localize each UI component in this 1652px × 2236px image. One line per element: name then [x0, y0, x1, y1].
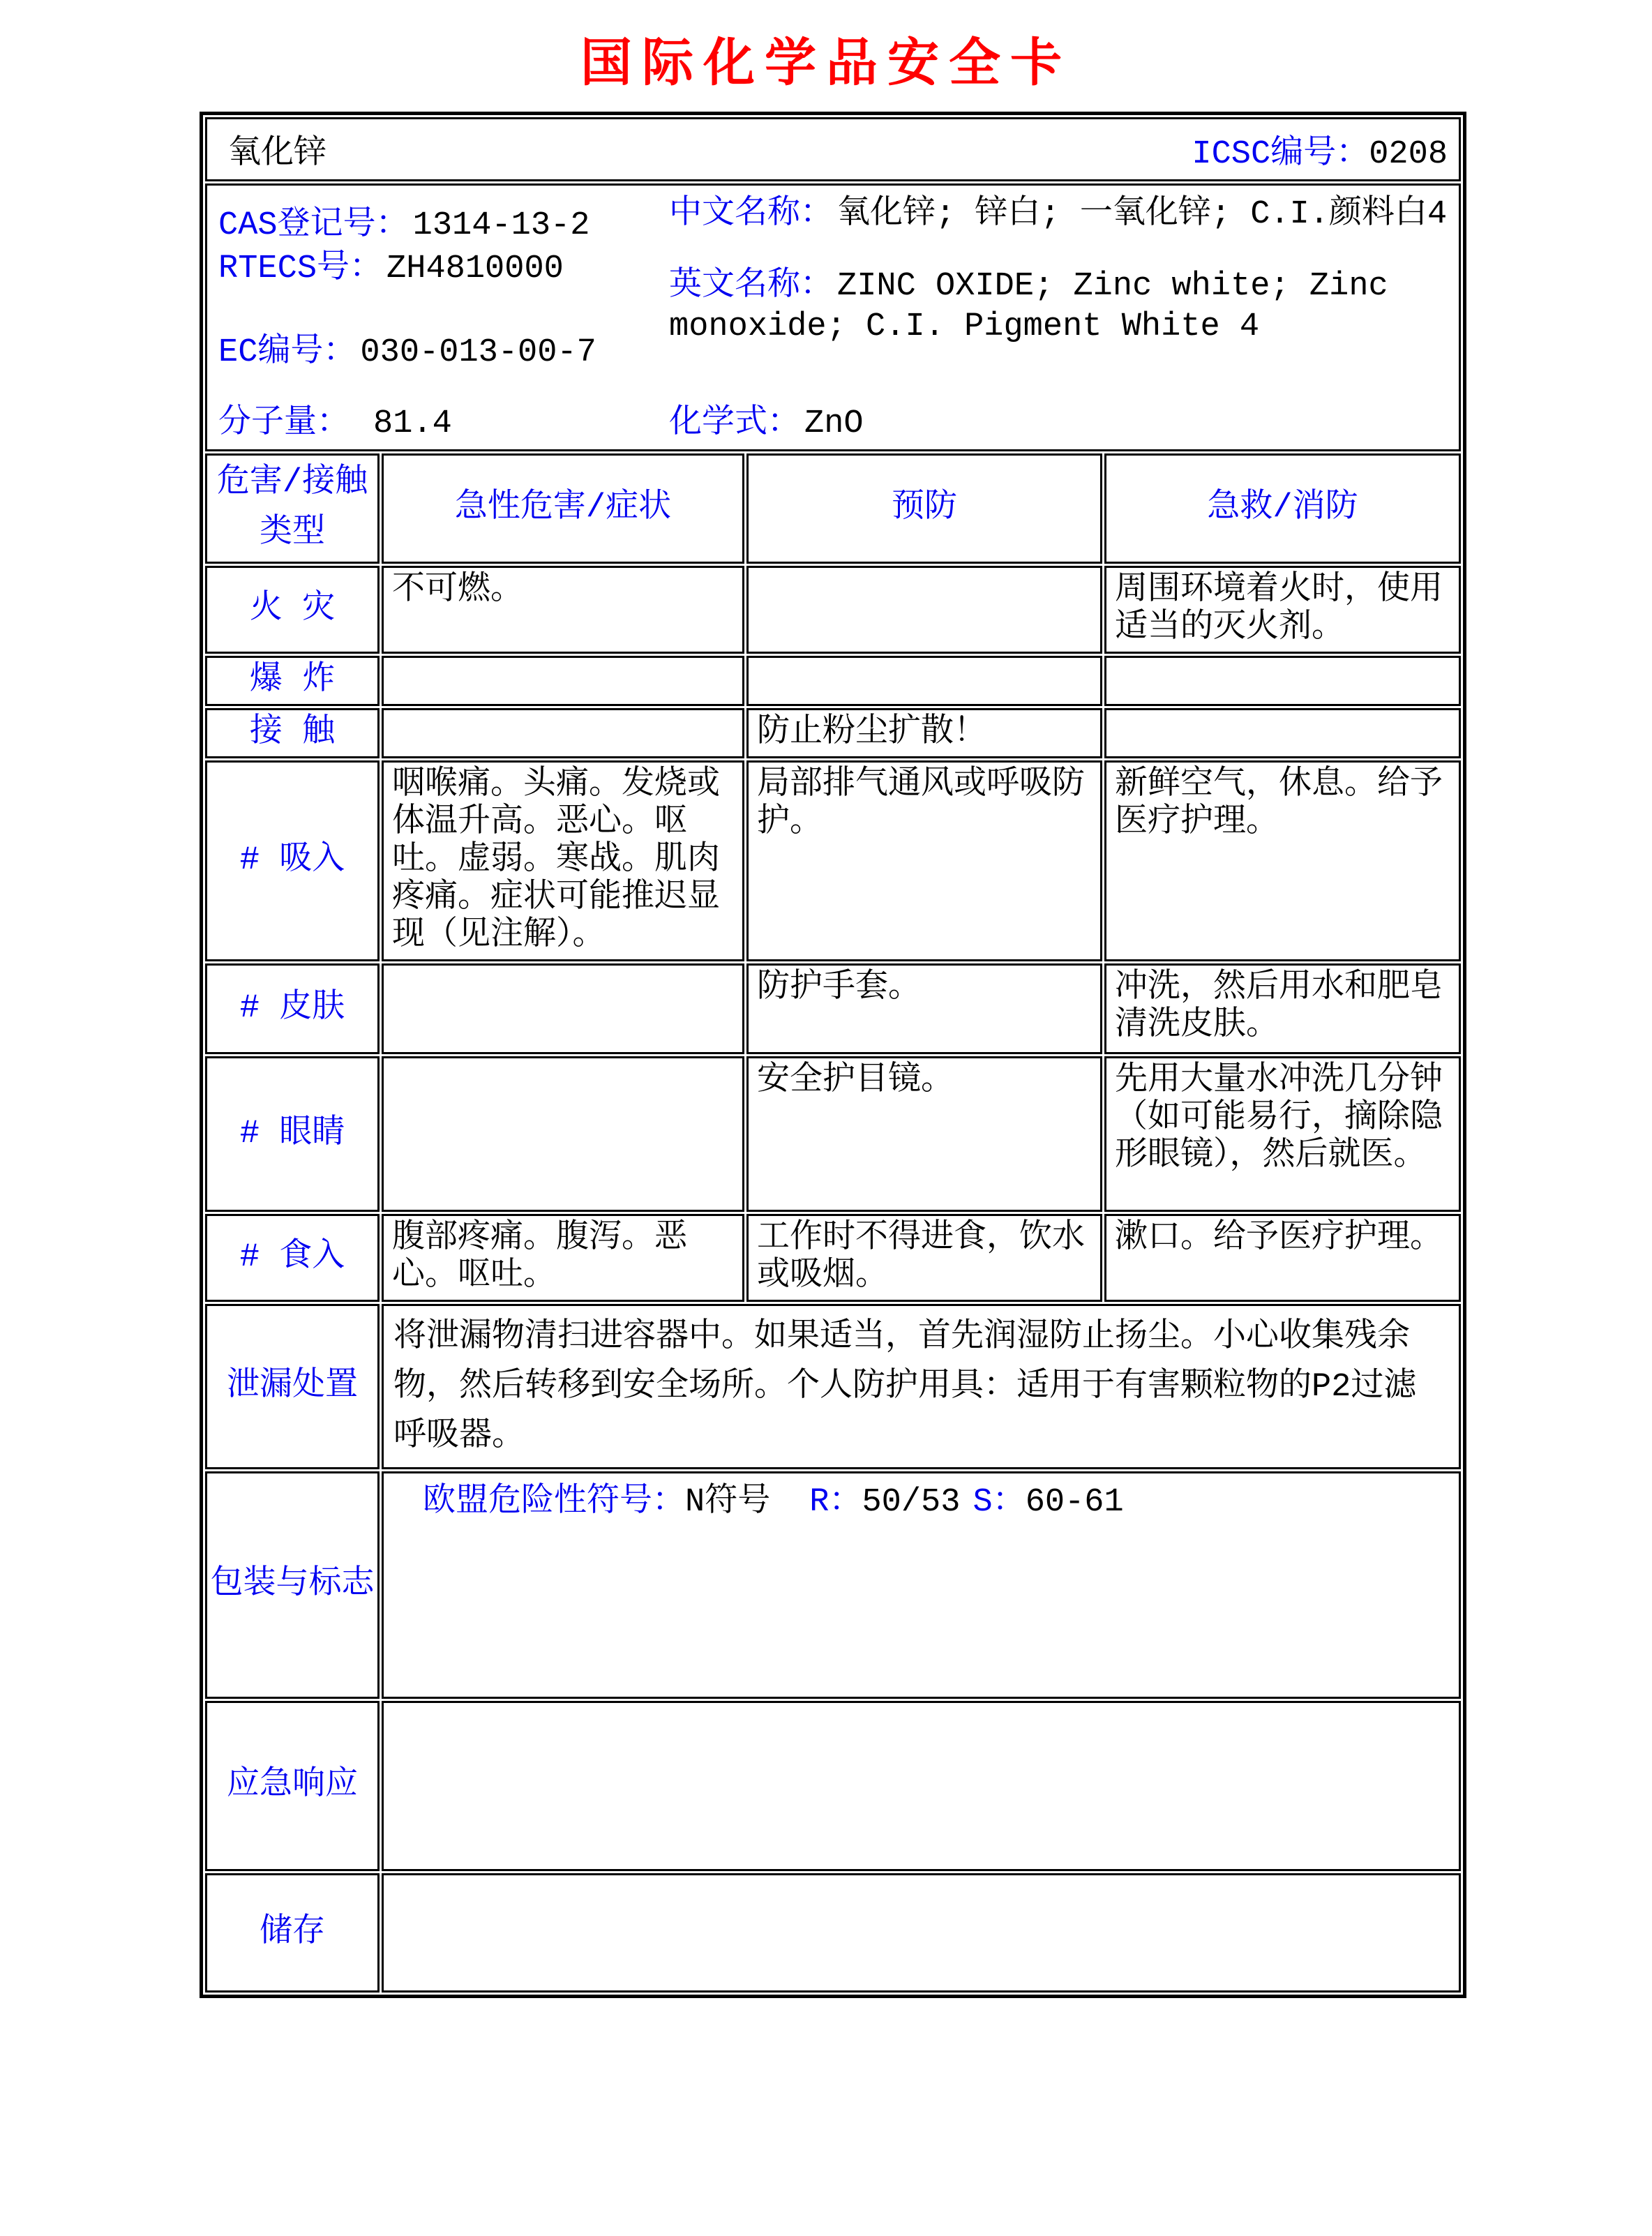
- icsc-number-label: ICSC编号：: [1192, 136, 1369, 173]
- r-phrases-label: R：: [809, 1484, 862, 1521]
- icsc-number: [1192, 126, 1448, 173]
- header-hazard-type: [205, 453, 380, 564]
- chinese-name-value: 氧化锌; 锌白; 一氧化锌; C.I.颜料白4: [837, 196, 1448, 233]
- substance-name: 氧化锌: [228, 136, 326, 173]
- ingestion-first-aid: 漱口。给予医疗护理。: [1104, 1214, 1461, 1302]
- fire-first-aid: 周围环境着火时，使用适当的灭火剂。: [1104, 566, 1461, 654]
- inhalation-first-aid: 新鲜空气，休息。给予医疗护理。: [1104, 760, 1461, 961]
- chinese-name-label: 中文名称：: [669, 196, 833, 233]
- eyes-prevention: 安全护目镜。: [746, 1056, 1102, 1212]
- spill-disposal-label: 泄漏处置: [205, 1304, 380, 1469]
- explosion-first-aid: [1104, 656, 1461, 706]
- header-hazard-type-line2: 类型: [260, 515, 325, 552]
- section-row-emergency-response: [205, 1701, 1461, 1871]
- r-phrases-value: 50/53: [862, 1484, 961, 1521]
- hazard-row-explosion: [205, 656, 1461, 706]
- chinese-name-line: [669, 195, 1450, 234]
- substance-header-row: [205, 117, 1461, 181]
- english-name-value: ZINC OXIDE; Zinc white; Zinc monoxide; C.I. Pigment White 4: [669, 268, 1388, 345]
- chemical-formula-value: ZnO: [804, 405, 864, 442]
- fire-label: 火 灾: [205, 566, 380, 654]
- header-first-aid: 急救/消防: [1104, 453, 1461, 564]
- spill-disposal-text: 将泄漏物清扫进容器中。如果适当，首先润湿防止扬尘。小心收集残余物，然后转移到安全场所。个人防护用具：适用于有害颗粒物的P2过滤呼吸器。: [382, 1304, 1461, 1469]
- header-prevention: 预防: [746, 453, 1102, 564]
- section-row-spill-disposal: [205, 1304, 1461, 1469]
- chemical-formula-label: 化学式：: [669, 405, 800, 442]
- skin-label: # 皮肤: [205, 963, 380, 1054]
- hazard-row-ingestion: [205, 1214, 1461, 1302]
- packaging-labelling-label: 包装与标志: [205, 1471, 380, 1699]
- eu-hazard-symbol-line: [423, 1483, 1450, 1522]
- identity-cell: [205, 183, 1461, 451]
- hazard-row-eyes: [205, 1056, 1461, 1212]
- hazard-row-skin: [205, 963, 1461, 1054]
- substance-header-cell: [205, 117, 1461, 181]
- fire-prevention: [746, 566, 1102, 654]
- header-symptoms: 急性危害/症状: [382, 453, 744, 564]
- eu-hazard-symbol-value: N符号: [685, 1484, 771, 1521]
- page-title: 国际化学品安全卡: [580, 33, 1072, 93]
- cas-number-label: CAS登记号：: [218, 207, 409, 244]
- eu-hazard-symbol-label: 欧盟危险性符号：: [423, 1484, 685, 1521]
- exposure-first-aid: [1104, 708, 1461, 758]
- storage-text: [382, 1873, 1461, 1993]
- section-row-packaging-labelling: [205, 1471, 1461, 1699]
- ingestion-prevention: 工作时不得进食，饮水或吸烟。: [746, 1214, 1102, 1302]
- eyes-first-aid: 先用大量水冲洗几分钟（如可能易行，摘除隐形眼镜），然后就医。: [1104, 1056, 1461, 1212]
- ingestion-symptoms: 腹部疼痛。腹泻。恶心。呕吐。: [382, 1214, 744, 1302]
- molecular-weight-label: 分子量：: [218, 405, 350, 442]
- molecular-weight-value: 81.4: [373, 405, 452, 442]
- english-name-label: 英文名称：: [669, 268, 833, 305]
- explosion-label: 爆 炸: [205, 656, 380, 706]
- icsc-table: [200, 112, 1466, 1998]
- hazard-row-fire: [205, 566, 1461, 654]
- rtecs-number-label: RTECS号：: [218, 250, 383, 287]
- exposure-prevention: 防止粉尘扩散！: [746, 708, 1102, 758]
- rtecs-number-line: [218, 240, 564, 287]
- fire-symptoms: 不可燃。: [382, 566, 744, 654]
- english-name-line: [669, 267, 1450, 347]
- cas-number-line: [218, 197, 590, 244]
- molecular-weight-line: [218, 395, 452, 442]
- skin-first-aid: 冲洗，然后用水和肥皂清洗皮肤。: [1104, 963, 1461, 1054]
- eyes-symptoms: [382, 1056, 744, 1212]
- eyes-label: # 眼睛: [205, 1056, 380, 1212]
- cas-number-value: 1314-13-2: [412, 207, 590, 244]
- inhalation-label: # 吸入: [205, 760, 380, 961]
- header-hazard-type-line1: 危害/接触: [216, 465, 368, 502]
- inhalation-prevention: 局部排气通风或呼吸防护。: [746, 760, 1102, 961]
- ingestion-label: # 食入: [205, 1214, 380, 1302]
- identity-row: [205, 183, 1461, 451]
- ec-number-value: 030-013-00-7: [360, 334, 596, 371]
- packaging-labelling-cell: [382, 1471, 1461, 1699]
- exposure-label: 接 触: [205, 708, 380, 758]
- s-phrases-value: 60-61: [1025, 1484, 1124, 1521]
- chemical-formula-line: [669, 395, 864, 442]
- explosion-prevention: [746, 656, 1102, 706]
- emergency-response-label: 应急响应: [205, 1701, 380, 1871]
- emergency-response-text: [382, 1701, 1461, 1871]
- explosion-symptoms: [382, 656, 744, 706]
- s-phrases-label: S：: [973, 1484, 1026, 1521]
- hazard-row-inhalation: [205, 760, 1461, 961]
- ec-number-line: [218, 324, 596, 371]
- names-block: [669, 195, 1450, 347]
- inhalation-symptoms: 咽喉痛。头痛。发烧或体温升高。恶心。呕吐。虚弱。寒战。肌肉疼痛。症状可能推迟显现（见注解）。: [382, 760, 744, 961]
- skin-symptoms: [382, 963, 744, 1054]
- storage-label: 储存: [205, 1873, 380, 1993]
- exposure-symptoms: [382, 708, 744, 758]
- icsc-number-value: 0208: [1369, 136, 1448, 173]
- hazard-row-exposure: [205, 708, 1461, 758]
- skin-prevention: 防护手套。: [746, 963, 1102, 1054]
- rtecs-number-value: ZH4810000: [386, 250, 564, 287]
- ec-number-label: EC编号：: [218, 334, 356, 371]
- section-row-storage: [205, 1873, 1461, 1993]
- hazard-header-row: [205, 453, 1461, 564]
